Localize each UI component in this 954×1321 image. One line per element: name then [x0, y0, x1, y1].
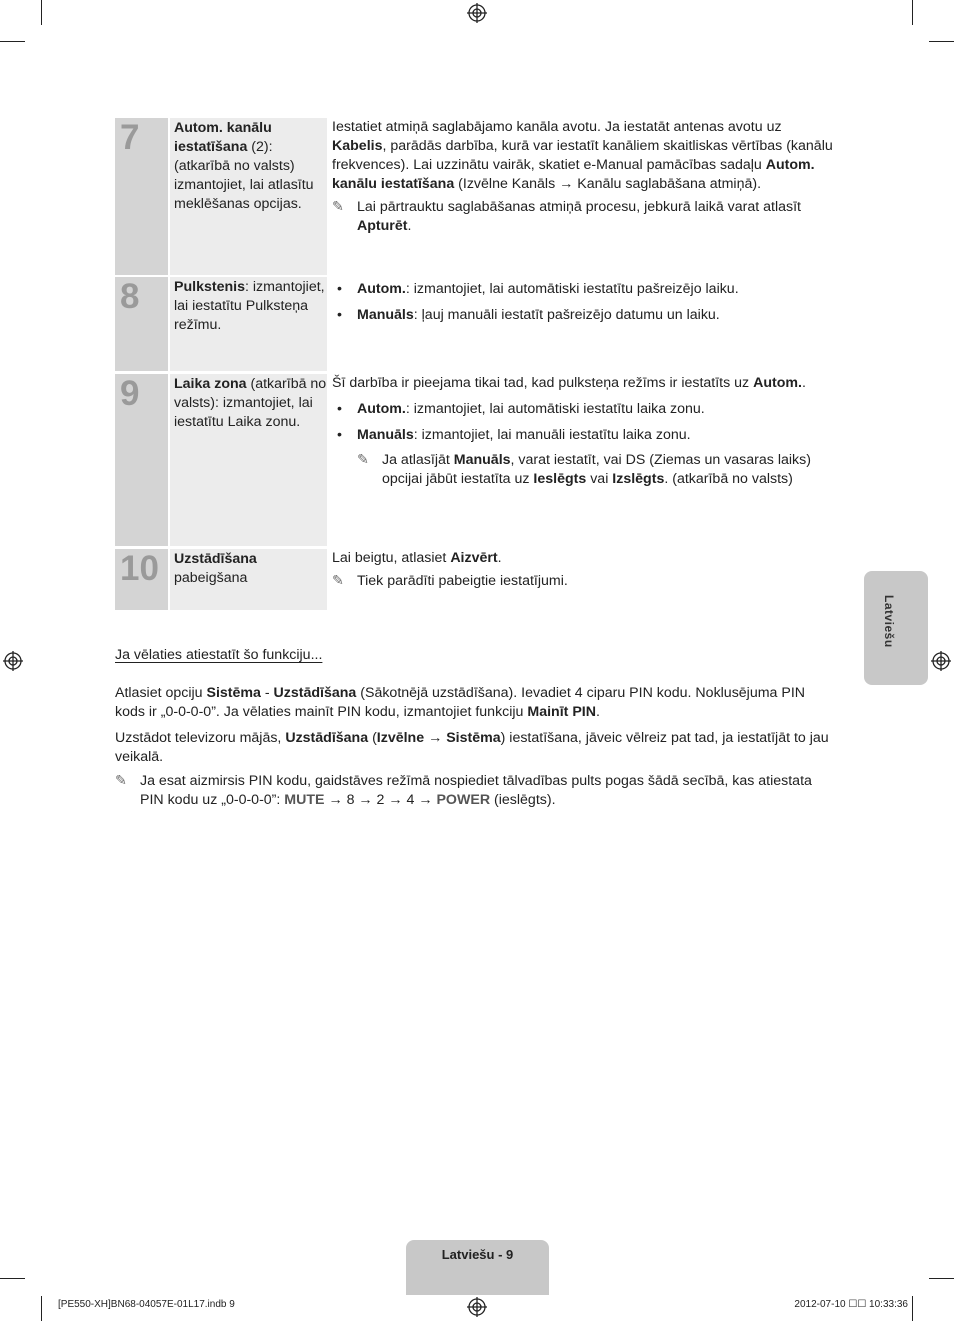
step-description: Lai beigtu, atlasiet Aizvērt. ✎ Tiek parādīti pabeigtie iestatījumi. [332, 549, 837, 591]
step-number: 8 [115, 277, 168, 371]
section-heading: Ja vēlaties atiestatīt šo funkciju... [115, 647, 323, 663]
note: ✎ Tiek parādīti pabeigtie iestatījumi. [332, 573, 568, 589]
step-number: 7 [115, 118, 168, 275]
step-row-10 [115, 549, 835, 610]
list-item: • Autom.: izmantojiet, lai automātiski iestatītu pašreizējo laiku. [337, 281, 739, 297]
crop-mark [929, 1278, 954, 1279]
step-row-8 [115, 277, 835, 371]
step-row-9 [115, 374, 835, 546]
paragraph: Atlasiet opciju Sistēma - Uzstādīšana (Sākotnējā uzstādīšana). Ievadiet 4 ciparu PIN kodu. Noklusējuma PIN kods ir „0-0-0-0”. Ja vēlaties mainīt PIN kodu, izmantojiet funkciju Mainīt PIN. [115, 685, 806, 720]
crop-mark [912, 1296, 913, 1321]
pencil-note-icon: ✎ [332, 573, 344, 589]
step-row-7 [115, 118, 835, 275]
bullet-icon: • [337, 427, 342, 443]
bullet-icon: • [337, 281, 342, 297]
step-description: Iestatiet atmiņā saglabājamo kanāla avotu. Ja iestatāt antenas avotu uz Kabelis, parādās darbība, kurā var iestatīt kanāliem skaitliskas vērtības (kanālu frekvences). Lai uzzinātu vairāk, skatiet e-Manual pamācības sadaļu Autom. kanālu iestatīšana (Izvēlne Kanāls → Kanālu saglabāšana atmiņā). ✎ Lai pārtrauktu saglabāšanas atmiņā procesu, jebkurā laikā varat atlasīt Apturēt. [332, 118, 837, 236]
step-label: Uzstādīšana pabeigšana [170, 549, 327, 610]
page-footer: Latviešu - 9 [406, 1240, 549, 1295]
crop-mark [41, 1296, 42, 1321]
registration-mark-icon [467, 1297, 487, 1317]
crop-mark [912, 0, 913, 25]
crop-mark [929, 41, 954, 42]
registration-mark-icon [931, 651, 951, 671]
pencil-note-icon: ✎ [332, 199, 344, 215]
list-item: • Manuāls: ļauj manuāli iestatīt pašreizējo datumu un laiku. [337, 307, 720, 323]
step-description: Šī darbība ir pieejama tikai tad, kad pulksteņa režīms ir iestatīts uz Autom.. • Autom.: izmantojiet, lai automātiski iestatītu laika zonu. • Manuāls: izmantojiet, lai manuāli iestatītu laika zonu. ✎ Ja atlasījāt Manuāls, varat iestatīt, vai DS (Ziemas un vasaras laiks) opcijai jābūt iestatīta uz Ieslēgts vai Izslēgts. (atkarībā no valsts) [332, 374, 837, 489]
imprint-file: [PE550-XH]BN68-04057E-01L17.indb 9 [58, 1299, 235, 1310]
registration-mark-icon [3, 651, 23, 671]
imprint-date: 2012-07-10 ☐☐ 10:33:36 [794, 1299, 908, 1310]
paragraph: Uzstādot televizoru mājās, Uzstādīšana (Izvēlne → Sistēma) iestatīšana, jāveic vēlreiz pat tad, ja iestatījāt to jau veikalā. [115, 730, 829, 765]
crop-mark [41, 0, 42, 25]
bullet-icon: • [337, 307, 342, 323]
note: ✎ Lai pārtrauktu saglabāšanas atmiņā procesu, jebkurā laikā varat atlasīt Apturēt. [332, 199, 802, 234]
pencil-note-icon: ✎ [357, 452, 369, 468]
reset-section [115, 646, 835, 810]
bullet-icon: • [337, 401, 342, 417]
crop-mark [0, 1278, 25, 1279]
note: ✎ Ja atlasījāt Manuāls, varat iestatīt, vai DS (Ziemas un vasaras laiks) opcijai jābūt iestatīta uz Ieslēgts vai Izslēgts. (atkarībā no valsts) [357, 452, 811, 487]
step-label: Laika zona (atkarībā no valsts): izmantojiet, lai iestatītu Laika zonu. [170, 374, 327, 546]
step-description [332, 278, 837, 325]
pencil-note-icon: ✎ [115, 773, 127, 789]
step-label: Pulkstenis: izmantojiet, lai iestatītu Pulksteņa režīmu. [170, 277, 327, 371]
crop-mark [0, 41, 25, 42]
step-number: 10 [115, 549, 168, 610]
step-label: Autom. kanālu iestatīšana (2): (atkarībā no valsts) izmantojiet, lai atlasītu meklēšanas opcijas. [170, 118, 327, 275]
registration-mark-icon [467, 3, 487, 23]
step-number: 9 [115, 374, 168, 546]
list-item: • Autom.: izmantojiet, lai automātiski iestatītu laika zonu. [337, 401, 705, 417]
language-side-tab: Latviešu [864, 571, 928, 685]
list-item: • Manuāls: izmantojiet, lai manuāli iestatītu laika zonu. ✎ Ja atlasījāt Manuāls, varat iestatīt, vai DS (Ziemas un vasaras laiks) opcijai jābūt iestatīta uz Ieslēgts vai Izslēgts. (atkarībā no valsts) [332, 426, 837, 489]
note: ✎ Ja esat aizmirsis PIN kodu, gaidstāves režīmā nospiediet tālvadības pults pogas šādā secībā, kas atiestata PIN kodu uz „0-0-0-0”: MUTE → 8 → 2 → 4 → POWER (ieslēgts). [115, 773, 812, 808]
